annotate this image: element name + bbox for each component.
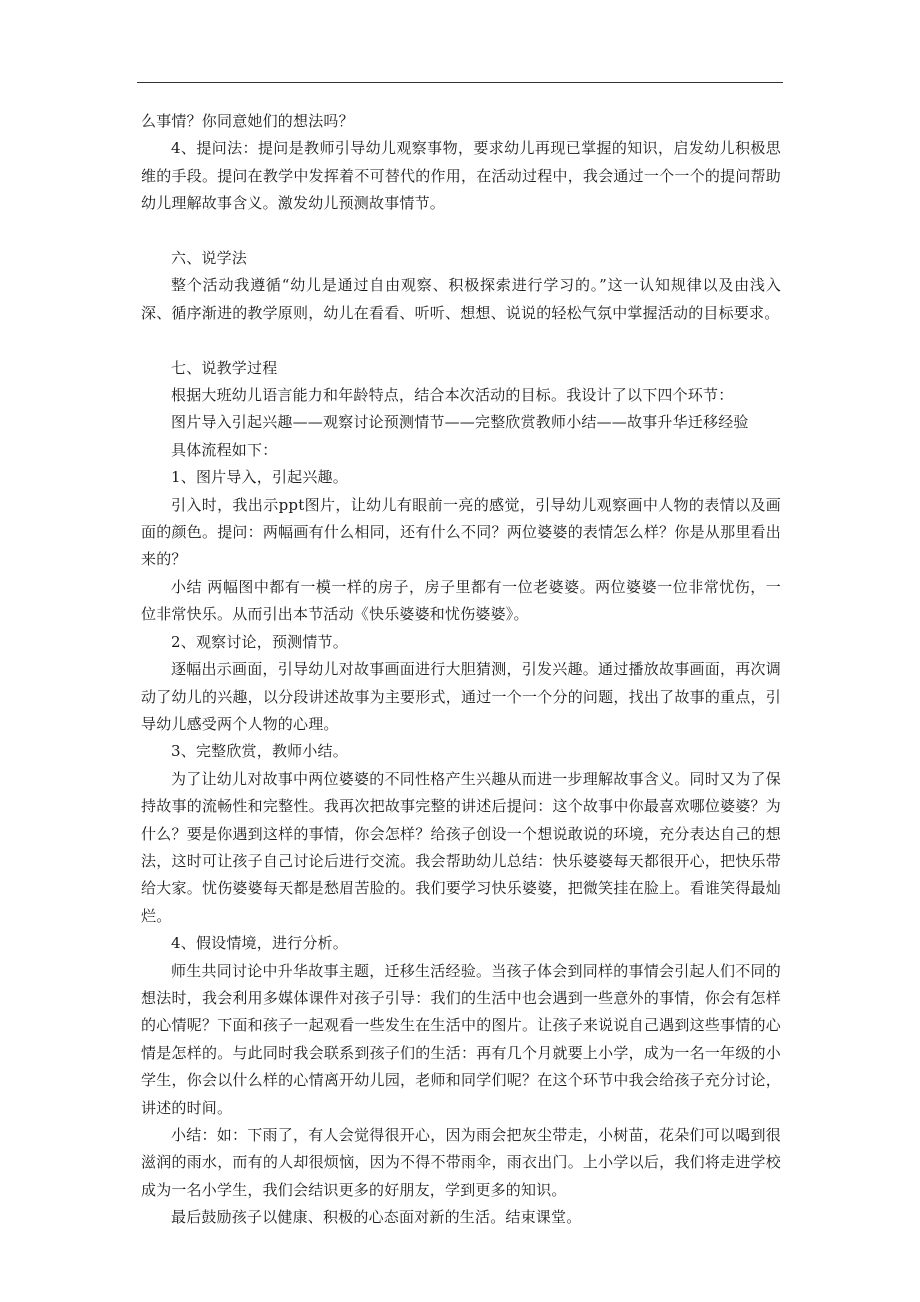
step-heading: 4、假设情境，进行分析。 [171, 934, 348, 953]
step-heading: 1、图片导入，引起兴趣。 [171, 468, 348, 487]
section-heading: 七、说教学过程 [171, 358, 278, 377]
header-rule [137, 82, 783, 83]
document-body [141, 108, 781, 1232]
paragraph-gap [141, 218, 781, 245]
step-heading: 3、完整欣赏，教师小结。 [171, 742, 348, 761]
paragraph: 逐幅出示画面，引导幼儿对故事画面进行大胆猜测，引发兴趣。通过播放故事画面，再次调动了幼儿的兴趣，以分段讲述故事为主要形式，通过一个一个分的问题，找出了故事的重点，引导幼儿感受两个人物的心理。 [141, 660, 781, 733]
paragraph: 小结：如：下雨了，有人会觉得很开心，因为雨会把灰尘带走，小树苗，花朵们可以喝到很滋润的雨水，而有的人却很烦恼，因为不得不带雨伞，雨衣出门。上小学以后，我们将走进学校成为一名小学生，我们会结识更多的好朋友，学到更多的知识。 [141, 1126, 781, 1199]
paragraph-gap [141, 327, 781, 354]
paragraph: 师生共同讨论中升华故事主题，迁移生活经验。当孩子体会到同样的事情会引起人们不同的想法时，我会利用多媒体课件对孩子引导：我们的生活中也会遇到一些意外的事情，你会有怎样的心情呢？下面和孩子一起观看一些发生在生活中的图片。让孩子来说说自己遇到这些事情的心情是怎样的。与此同时我会联系到孩子们的生活：再有几个月就要上小学，成为一名一年级的小学生，你会以什么样的心情离开幼儿园，老师和同学们呢？在这个环节中我会给孩子充分讨论，讲述的时间。 [141, 961, 781, 1117]
paragraph: 为了让幼儿对故事中两位婆婆的不同性格产生兴趣从而进一步理解故事含义。同时又为了保持故事的流畅性和完整性。我再次把故事完整的讲述后提问：这个故事中你最喜欢哪位婆婆？为什么？要是你遇到这样的事情，你会怎样？给孩子创设一个想说敢说的环境，充分表达自己的想法，这时可让孩子自己讨论后进行交流。我会帮助幼儿总结：快乐婆婆每天都很开心，把快乐带给大家。忧伤婆婆每天都是愁眉苦脸的。我们要学习快乐婆婆，把微笑挂在脸上。看谁笑得最灿烂。 [141, 769, 781, 925]
paragraph: 整个活动我遵循“幼儿是通过自由观察、积极探索进行学习的。”这一认知规律以及由浅入深、循序渐进的教学原则，幼儿在看看、听听、想想、说说的轻松气氛中掌握活动的目标要求。 [141, 276, 781, 322]
paragraph: 4、提问法：提问是教师引导幼儿观察事物，要求幼儿再现已掌握的知识，启发幼儿积极思维的手段。提问在教学中发挥着不可替代的作用，在活动过程中，我会通过一个一个的提问帮助幼儿理解故事含义。激发幼儿预测故事情节。 [141, 139, 781, 213]
paragraph: 最后鼓励孩子以健康、积极的心态面对新的生活。结束课堂。 [171, 1208, 582, 1227]
paragraph: 引入时，我出示ppt图片，让幼儿有眼前一亮的感觉，引导幼儿观察画中人物的表情以及画面的颜色。提问：两幅画有什么相同，还有什么不同？两位婆婆的表情怎么样？你是从那里看出来的？ [141, 495, 781, 569]
paragraph: 么事情？你同意她们的想法吗？ [141, 112, 354, 130]
paragraph: 图片导入引起兴趣——观察讨论预测情节——完整欣赏教师小结——故事升华迁移经验 [171, 413, 749, 432]
paragraph: 根据大班幼儿语言能力和年龄特点，结合本次活动的目标。我设计了以下四个环节： [171, 386, 734, 405]
paragraph: 具体流程如下： [171, 440, 278, 459]
section-heading: 六、说学法 [171, 249, 248, 268]
paragraph: 小结 两幅图中都有一模一样的房子，房子里都有一位老婆婆。两位婆婆一位非常忧伤，一位非常快乐。从而引出本节活动《快乐婆婆和忧伤婆婆》。 [141, 577, 781, 624]
step-heading: 2、观察讨论，预测情节。 [171, 632, 348, 651]
